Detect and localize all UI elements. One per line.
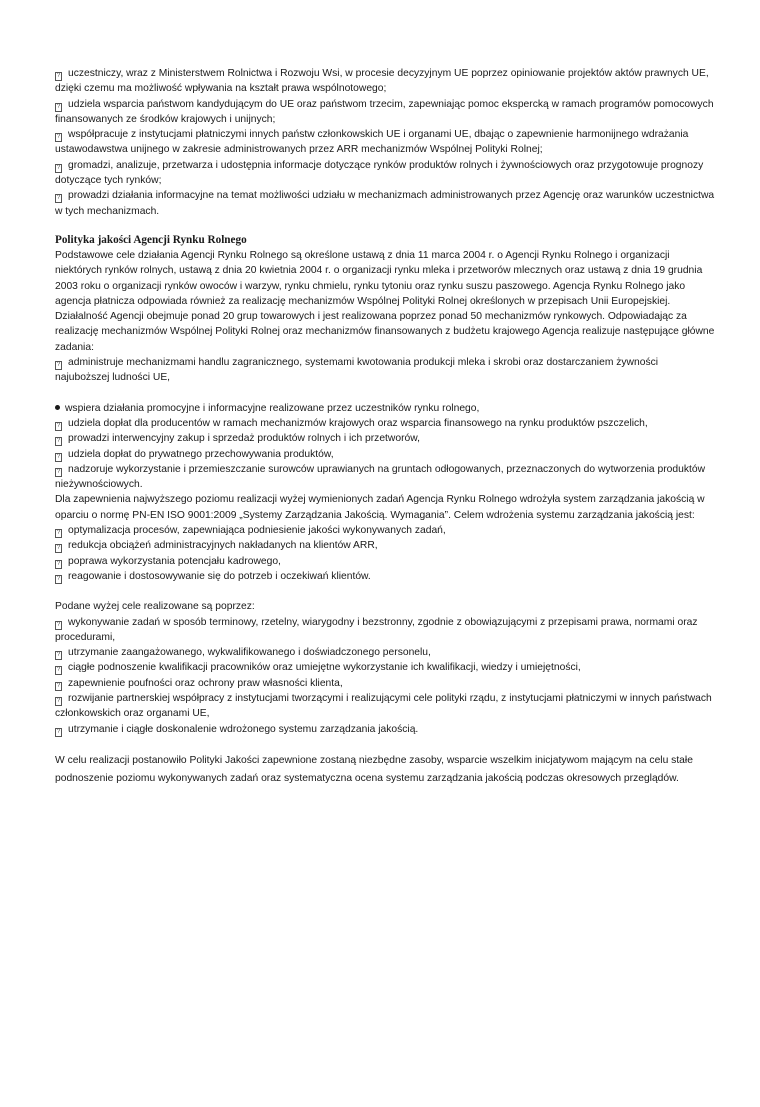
top-list <box>55 66 715 219</box>
list-item: wspiera działania promocyjne i informacyjne realizowane przez uczestników rynku rolnego, <box>55 401 715 416</box>
bullet-glyph-icon: ? <box>56 530 61 537</box>
list-item: ? udziela wsparcia państwom kandydującym do UE oraz państwom trzecim, zapewniając pomoc ekspercką w ramach programów pomocowych finansowanych ze środków krajowych i unijnych; <box>55 98 714 125</box>
closing-block <box>55 752 715 788</box>
list-item: ? wykonywanie zadań w sposób terminowy, rzetelny, wiarygodny i bezstronny, zgodnie z obowiązującymi z przepisami prawa, normami oraz procedurami, <box>55 616 698 643</box>
bullet-glyph-icon: ? <box>56 652 61 659</box>
list-item: ? prowadzi interwencyjny zakup i sprzedaż produktów rolnych i ich przetworów, <box>56 433 420 445</box>
bullet-glyph-icon: ? <box>56 195 61 202</box>
bullet-glyph-icon: ? <box>56 164 61 171</box>
intro-paragraph: Podstawowe cele działania Agencji Rynku Rolnego są określone ustawą z dnia 11 marca 2004 r. o Agencji Rynku Rolnego i organizacji niektórych rynków rolnych, ustawą z dnia 20 kwietnia 2004 r. o organizacji rynku mleka i przetworów mlecznych oraz ustawą z dnia 19 grudnia 2003 roku o organizacji rynków owoców i warzyw, rynku chmielu, rynku tytoniu oraz rynku suszu paszowego. Agencja Rynku Rolnego jako agencja płatnicza odpowiada również za realizację mechanizmów Wspólnej Polityki Rolnej określonych w przepisach Unii Europejskiej. Działalność Agencji obejmuje ponad 20 grup towarowych i jest realizowana poprzez ponad 50 mechanizmów rynkowych. Odpowiadając za realizację mechanizmów Wspólnej Polityki Rolnej oraz mechanizmów finansowanych z budżetu krajowego Agencja realizuje następujące główne zadania: <box>55 249 715 353</box>
section-title: Polityka jakości Agencji Rynku Rolnego <box>55 233 247 246</box>
bullet-glyph-icon: ? <box>56 545 61 552</box>
bullet-glyph-icon: ? <box>56 422 61 429</box>
document-page <box>55 66 715 788</box>
closing-paragraph: W celu realizacji postanowiło Polityki Jakości zapewnione zostaną niezbędne zasoby, wsparcie wszelkim inicjatywom mającym na celu stałe podnoszenie poziomu wykonywanych zadań oraz systematyczna ocena systemu zarządzania jakością podczas okresowych przeglądów. <box>55 754 693 784</box>
bullet-glyph-icon: ? <box>56 728 61 735</box>
bullet-glyph-icon: ? <box>56 103 61 110</box>
list-item: ? ciągłe podnoszenie kwalifikacji pracowników oraz umiejętne wykorzystanie ich kwalifikacji, wiedzy i umiejętności, <box>56 662 581 674</box>
bullet-glyph-icon: ? <box>56 134 61 141</box>
list-item: ? udziela dopłat dla producentów w ramach mechanizmów krajowych oraz wsparcia finansowego na rynku produktów pszczelich, <box>56 417 648 429</box>
bullet-glyph-icon: ? <box>56 560 61 567</box>
bullet-glyph-icon: ? <box>56 468 61 475</box>
list-item: ? utrzymanie zaangażowanego, wykwalifikowanego i doświadczonego personelu, <box>56 647 431 659</box>
list-item: ? uczestniczy, wraz z Ministerstwem Rolnictwa i Rozwoju Wsi, w procesie decyzyjnym UE poprzez opiniowanie projektów aktów prawnych UE, dzięki czemu ma możliwość wpływania na kształt prawa wspólnotowego; <box>55 68 709 95</box>
list-item: ? nadzoruje wykorzystanie i przemieszczanie surowców uprawianych na gruntach odłogowanych, przeznaczonych do wytworzenia produktów nieżywnościowych. <box>55 463 706 491</box>
list-item: ? reagowanie i dostosowywanie się do potrzeb i oczekiwań klientów. <box>56 570 371 582</box>
bullet-glyph-icon: ? <box>56 453 61 460</box>
list-item: ? współpracuje z instytucjami płatniczymi innych państw członkowskich UE i organami UE, dbając o zapewnienie harmonijnego wdrażania ustawodawstwa unijnego w zakresie administrowanych przez ARR mechanizmów Wspólnej Polityki Rolnej; <box>55 129 689 156</box>
iso-paragraph: Dla zapewnienia najwyższego poziomu realizacji wyżej wymienionych zadań Agencja Rynku Rolnego wdrożyła system zarządzania jakością w oparciu o normę PN-EN ISO 9001:2009 „Systemy Zarządzania Jakością. Wymagania”. Celem wdrożenia systemu zarządzania jakością jest: <box>55 494 705 521</box>
bullet-glyph-icon: ? <box>56 621 61 628</box>
list-item: ? rozwijanie partnerskiej współpracy z instytucjami tworzącymi i realizującymi cele polityki rządu, z instytucjami płatniczymi w innych państwach członkowskich oraz organami UE, <box>55 692 712 720</box>
bullet-glyph-icon: ? <box>56 697 61 704</box>
means-intro: Podane wyżej cele realizowane są poprzez: <box>55 601 255 613</box>
list-item: ? optymalizacja procesów, zapewniająca podniesienie jakości wykonywanych zadań, <box>56 525 446 537</box>
list-item: ? udziela dopłat do prywatnego przechowywania produktów, <box>56 448 334 460</box>
bullet-glyph-icon: ? <box>56 667 61 674</box>
bullet-glyph-icon: ? <box>56 73 61 79</box>
bullet-glyph-icon: ? <box>56 682 61 689</box>
bullet-glyph-icon: ? <box>56 438 61 445</box>
list-item: ? utrzymanie i ciągłe doskonalenie wdrożonego systemu zarządzania jakością. <box>56 723 419 735</box>
bullet-glyph-icon: ? <box>56 362 61 369</box>
list-item: ? redukcja obciążeń administracyjnych nakładanych na klientów ARR, <box>56 540 378 552</box>
list-item: ? gromadzi, analizuje, przetwarza i udostępnia informacje dotyczące rynków produktów rolnych i żywnościowych oraz przygotowuje prognozy dotyczące tych rynków; <box>55 159 704 187</box>
bullet-glyph-icon: ? <box>56 575 61 582</box>
list-item: ? prowadzi działania informacyjne na temat możliwości udziału w mechanizmach administrowanych przez Agencję oraz warunków uczestnictwa w tych mechanizmach. <box>55 190 715 217</box>
list-item: ? zapewnienie poufności oraz ochrony praw własności klienta, <box>56 677 343 689</box>
list-item: ? poprawa wykorzystania potencjału kadrowego, <box>56 555 281 567</box>
list-item: ? administruje mechanizmami handlu zagranicznego, systemami kwotowania produkcji mleka i skrobi oraz dostarczaniem żywności najuboższej ludności UE, <box>55 357 659 384</box>
bullet-dot-icon <box>55 405 60 410</box>
